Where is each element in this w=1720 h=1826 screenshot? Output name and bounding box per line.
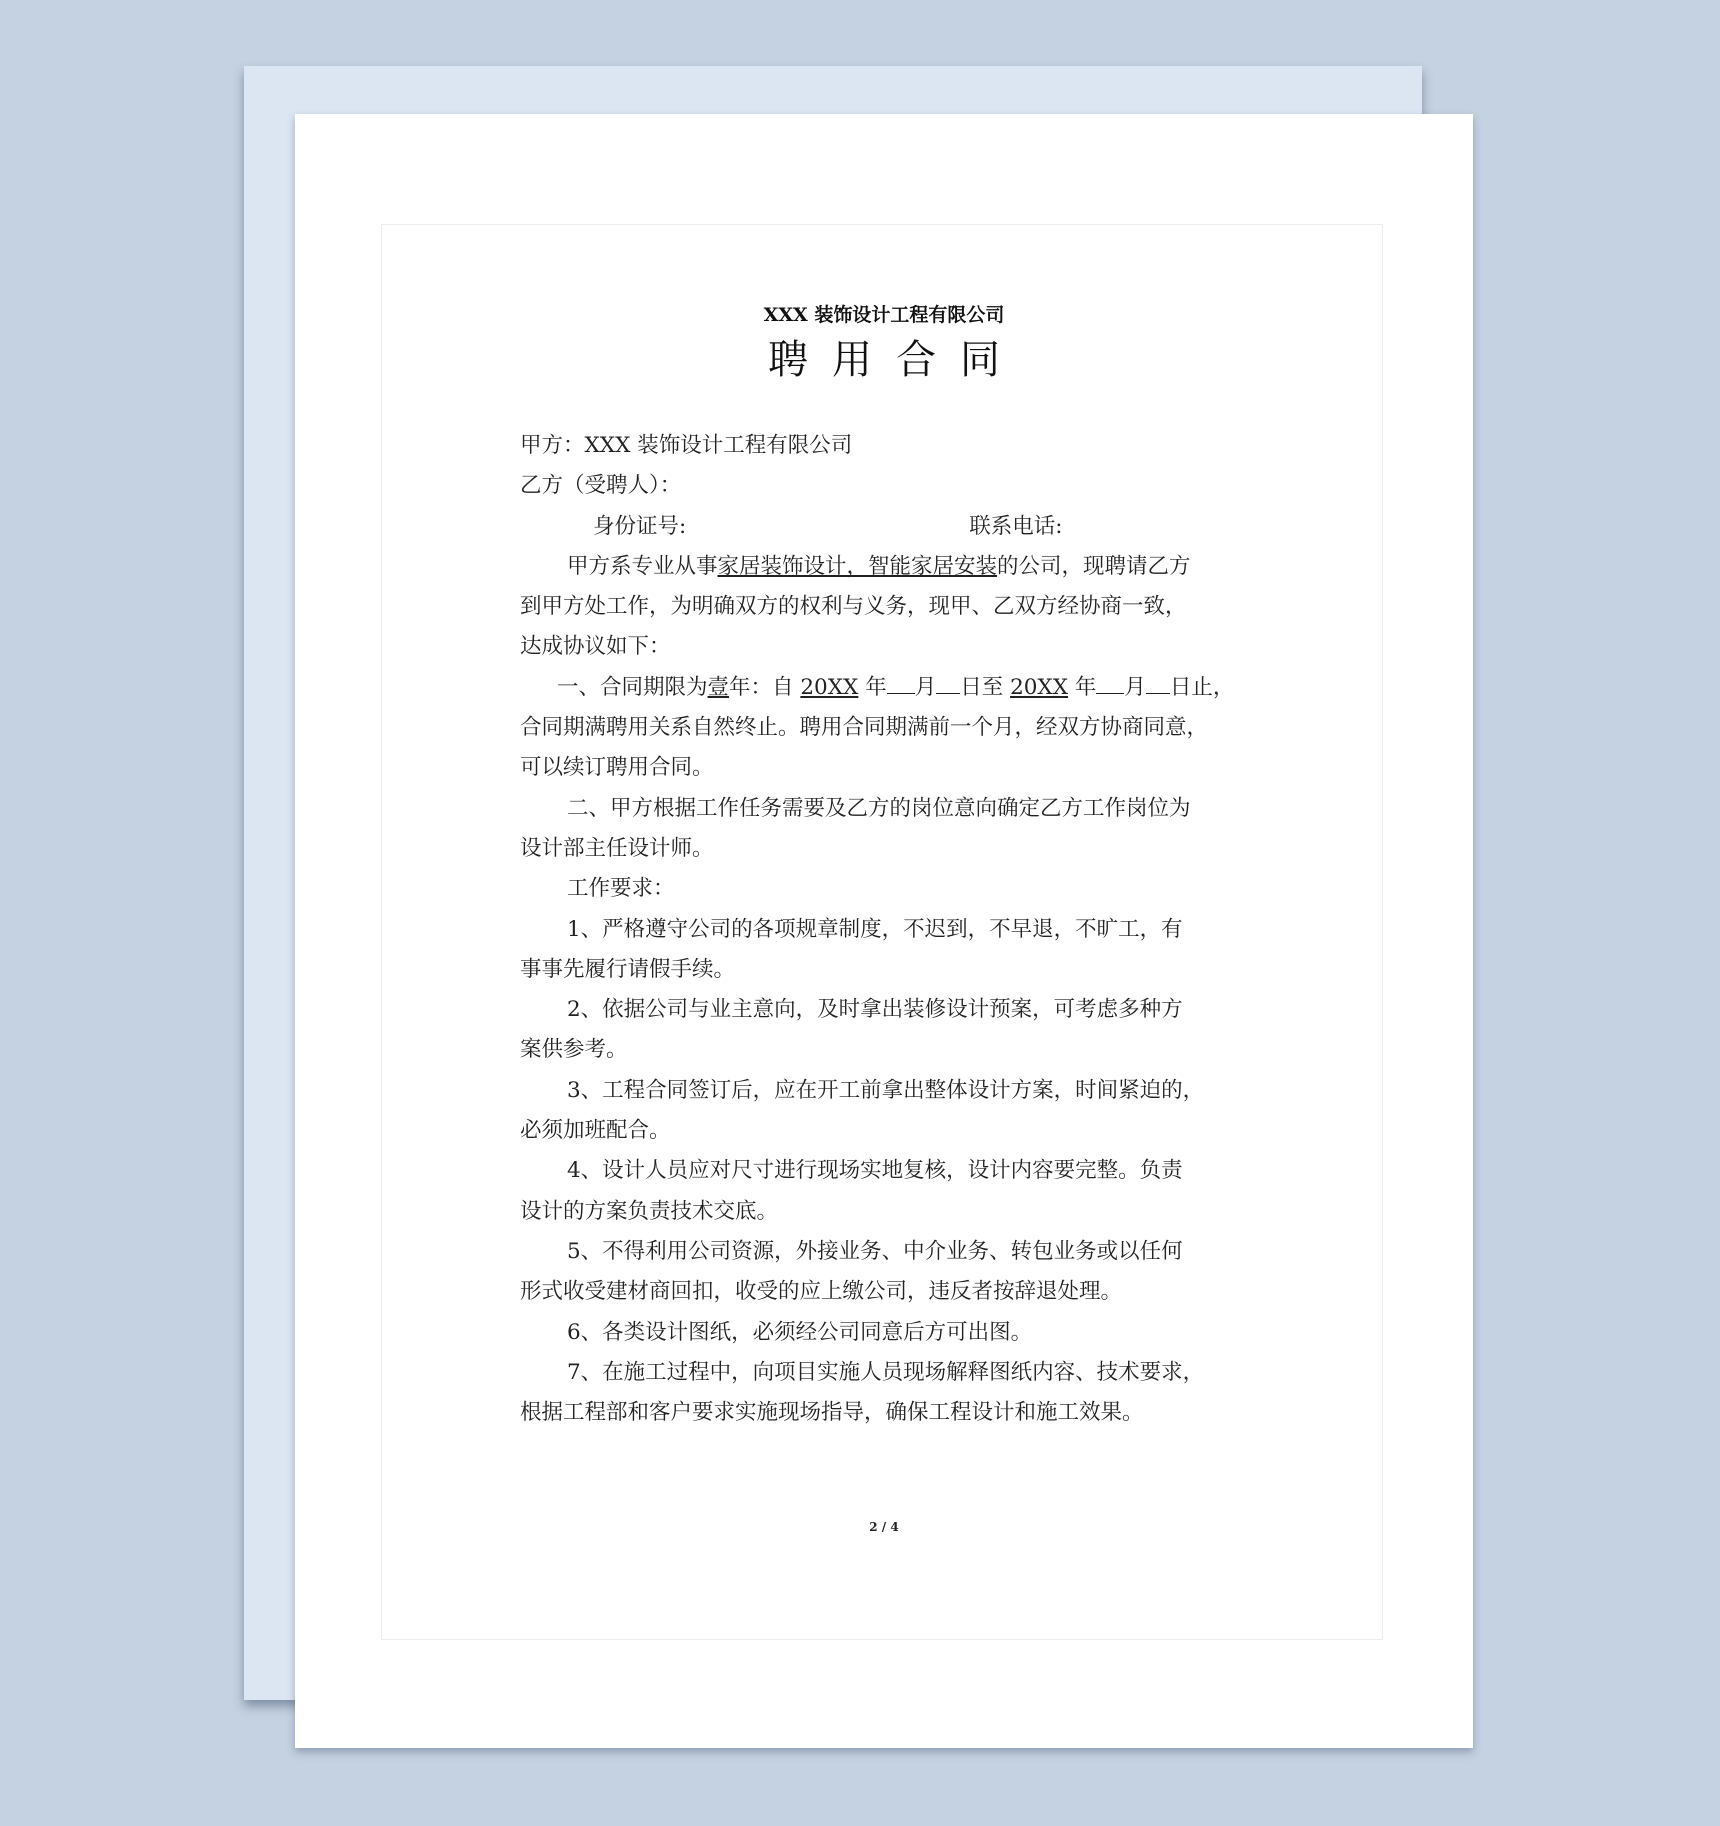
requirement-1-line-2: 事事先履行请假手续。 <box>520 956 736 982</box>
intro-line-2: 到甲方处工作，为明确双方的权利与义务，现甲、乙双方经协商一致， <box>520 594 1187 620</box>
end-day-blank <box>1146 669 1170 694</box>
end-month-blank <box>1096 669 1124 694</box>
document-page <box>295 114 1473 1748</box>
clause-text: 日止， <box>1169 674 1235 700</box>
requirement-4-line-2: 设计的方案负责技术交底。 <box>520 1198 779 1224</box>
clause-1-line-3: 可以续订聘用合同。 <box>520 755 714 781</box>
contract-term: 壹 <box>707 674 730 700</box>
clause-text: 年 <box>1068 674 1097 700</box>
start-month-blank <box>887 669 915 694</box>
company-header: XXX 装饰设计工程有限公司 <box>763 304 1005 326</box>
page-number: 2 / 4 <box>869 1520 899 1534</box>
requirement-2-line-1: 2、依据公司与业主意向，及时拿出装修设计预案，可考虑多种方 <box>567 997 1183 1023</box>
requirements-label: 工作要求： <box>567 876 675 902</box>
clause-text: 月 <box>914 674 937 700</box>
requirement-6-line-1: 6、各类设计图纸，必须经公司同意后方可出图。 <box>567 1319 1033 1345</box>
requirement-1-line-1: 1、严格遵守公司的各项规章制度，不迟到，不早退，不旷工，有 <box>567 916 1183 942</box>
contract-body <box>520 426 1250 1433</box>
clause-text: 年 <box>858 674 887 700</box>
start-year: 20XX <box>800 674 859 700</box>
requirement-3-line-1: 3、工程合同签订后，应在开工前拿出整体设计方案，时间紧迫的， <box>567 1077 1205 1103</box>
intro-text: 的公司，现聘请乙方 <box>997 553 1191 579</box>
clause-1-line-1 <box>520 668 1250 708</box>
end-year: 20XX <box>1010 674 1069 700</box>
requirement-5-line-1: 5、不得利用公司资源，外接业务、中介业务、转包业务或以任何 <box>567 1238 1183 1264</box>
clause-2-line-2: 设计部主任设计师。 <box>520 835 714 861</box>
party-b-line: 乙方（受聘人）： <box>520 473 682 499</box>
requirement-3-line-2: 必须加班配合。 <box>520 1118 671 1144</box>
requirement-5-line-2: 形式收受建材商回扣，收受的应上缴公司，违反者按辞退处理。 <box>520 1279 1123 1305</box>
phone-label: 联系电话: <box>969 513 1063 539</box>
clause-text: 日至 <box>960 674 1011 700</box>
clause-text: 月 <box>1124 674 1146 700</box>
id-number-label: 身份证号: <box>593 513 687 539</box>
intro-text: 甲方系专业从事 <box>567 553 718 579</box>
requirement-7-line-2: 根据工程部和客户要求实施现场指导，确保工程设计和施工效果。 <box>520 1400 1144 1426</box>
document-title: 聘用合同 <box>768 337 1024 383</box>
business-scope: 家居装饰设计，智能家居安装 <box>717 553 998 579</box>
start-day-blank <box>936 669 960 694</box>
clause-2-line-1: 二、甲方根据工作任务需要及乙方的岗位意向确定乙方工作岗位为 <box>567 795 1191 821</box>
clause-text: 年：自 <box>729 674 801 700</box>
requirement-4-line-1: 4、设计人员应对尺寸进行现场实地复核，设计内容要完整。负责 <box>567 1158 1183 1184</box>
intro-line-3: 达成协议如下： <box>520 634 671 660</box>
intro-line-1 <box>520 547 1250 587</box>
clause-text: 一、合同期限为 <box>557 674 708 700</box>
party-a-line: 甲方：XXX 装饰设计工程有限公司 <box>520 433 853 458</box>
clause-1-line-2: 合同期满聘用关系自然终止。聘用合同期满前一个月，经双方协商同意， <box>520 715 1209 741</box>
requirement-2-line-2: 案供参考。 <box>520 1037 628 1063</box>
requirement-7-line-1: 7、在施工过程中，向项目实施人员现场解释图纸内容、技术要求， <box>567 1359 1205 1385</box>
id-phone-line <box>520 507 1250 547</box>
